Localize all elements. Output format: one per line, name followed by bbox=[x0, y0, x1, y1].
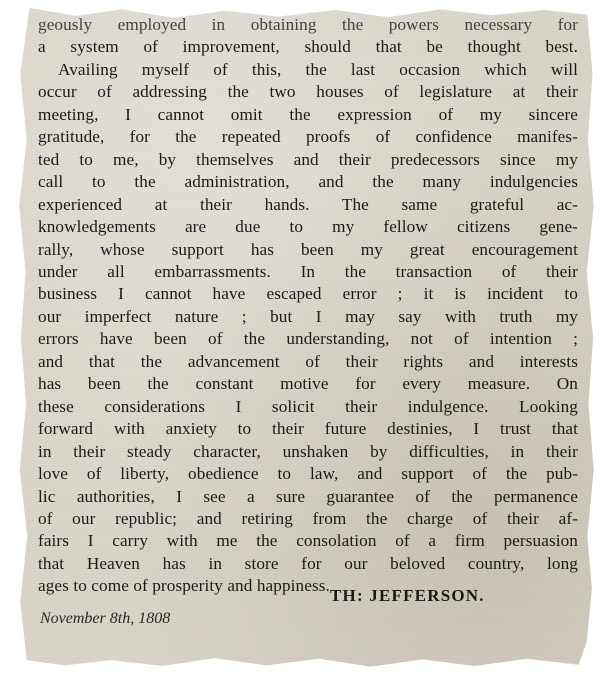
text-line: ages to come of prosperity and happiness. bbox=[38, 576, 330, 596]
text-line: in their steady character, unshaken by difficulties, in their bbox=[38, 441, 578, 461]
text-line: our imperfect nature ; but I may say with truth my bbox=[38, 306, 578, 326]
text-line: these considerations I solicit their indulgence. Looking bbox=[38, 396, 578, 416]
text-line: meeting, I cannot omit the expression of my sincere bbox=[38, 104, 578, 124]
text-line: Availing myself of this, the last occasion which will bbox=[58, 59, 578, 79]
text-line: lic authorities, I see a sure guarantee of the permanence bbox=[38, 486, 578, 506]
article-body bbox=[38, 14, 578, 598]
text-line: errors have been of the understanding, not of intention ; bbox=[38, 329, 578, 349]
text-line: experienced at their hands. The same grateful ac- bbox=[38, 194, 578, 214]
text-line: gratitude, for the repeated proofs of confidence manifes- bbox=[38, 127, 578, 147]
text-line: business I cannot have escaped error ; it is incident to bbox=[38, 284, 578, 304]
text-line: that Heaven has in store for our beloved country, long bbox=[38, 553, 578, 573]
text-line: occur of addressing the two houses of legislature at their bbox=[38, 82, 578, 102]
text-line: forward with anxiety to their future destinies, I trust that bbox=[38, 419, 578, 439]
text-line: geously employed in obtaining the powers necessary for bbox=[38, 15, 578, 34]
text-line: call to the administration, and the many indulgencies bbox=[38, 172, 578, 192]
text-line: ted to me, by themselves and their predecessors since my bbox=[38, 149, 578, 169]
text-line: and that the advancement of their rights and interests bbox=[38, 351, 578, 371]
text-line: of our republic; and retiring from the charge of their af- bbox=[38, 508, 578, 528]
dateline: November 8th, 1808 bbox=[40, 610, 171, 627]
text-line: love of liberty, obedience to law, and support of the pub- bbox=[38, 464, 578, 484]
text-line: under all embarrassments. In the transaction of their bbox=[38, 261, 578, 281]
text-line: rally, whose support has been my great encouragement bbox=[38, 239, 578, 259]
text-line: fairs I carry with me the consolation of a firm persuasion bbox=[38, 531, 578, 551]
text-line: has been the constant motive for every measure. On bbox=[38, 374, 578, 394]
text-line: knowledgements are due to my fellow citizens gene- bbox=[38, 217, 578, 237]
text-line: a system of improvement, should that be thought best. bbox=[38, 37, 578, 57]
signature: TH: JEFFERSON. bbox=[330, 586, 485, 605]
